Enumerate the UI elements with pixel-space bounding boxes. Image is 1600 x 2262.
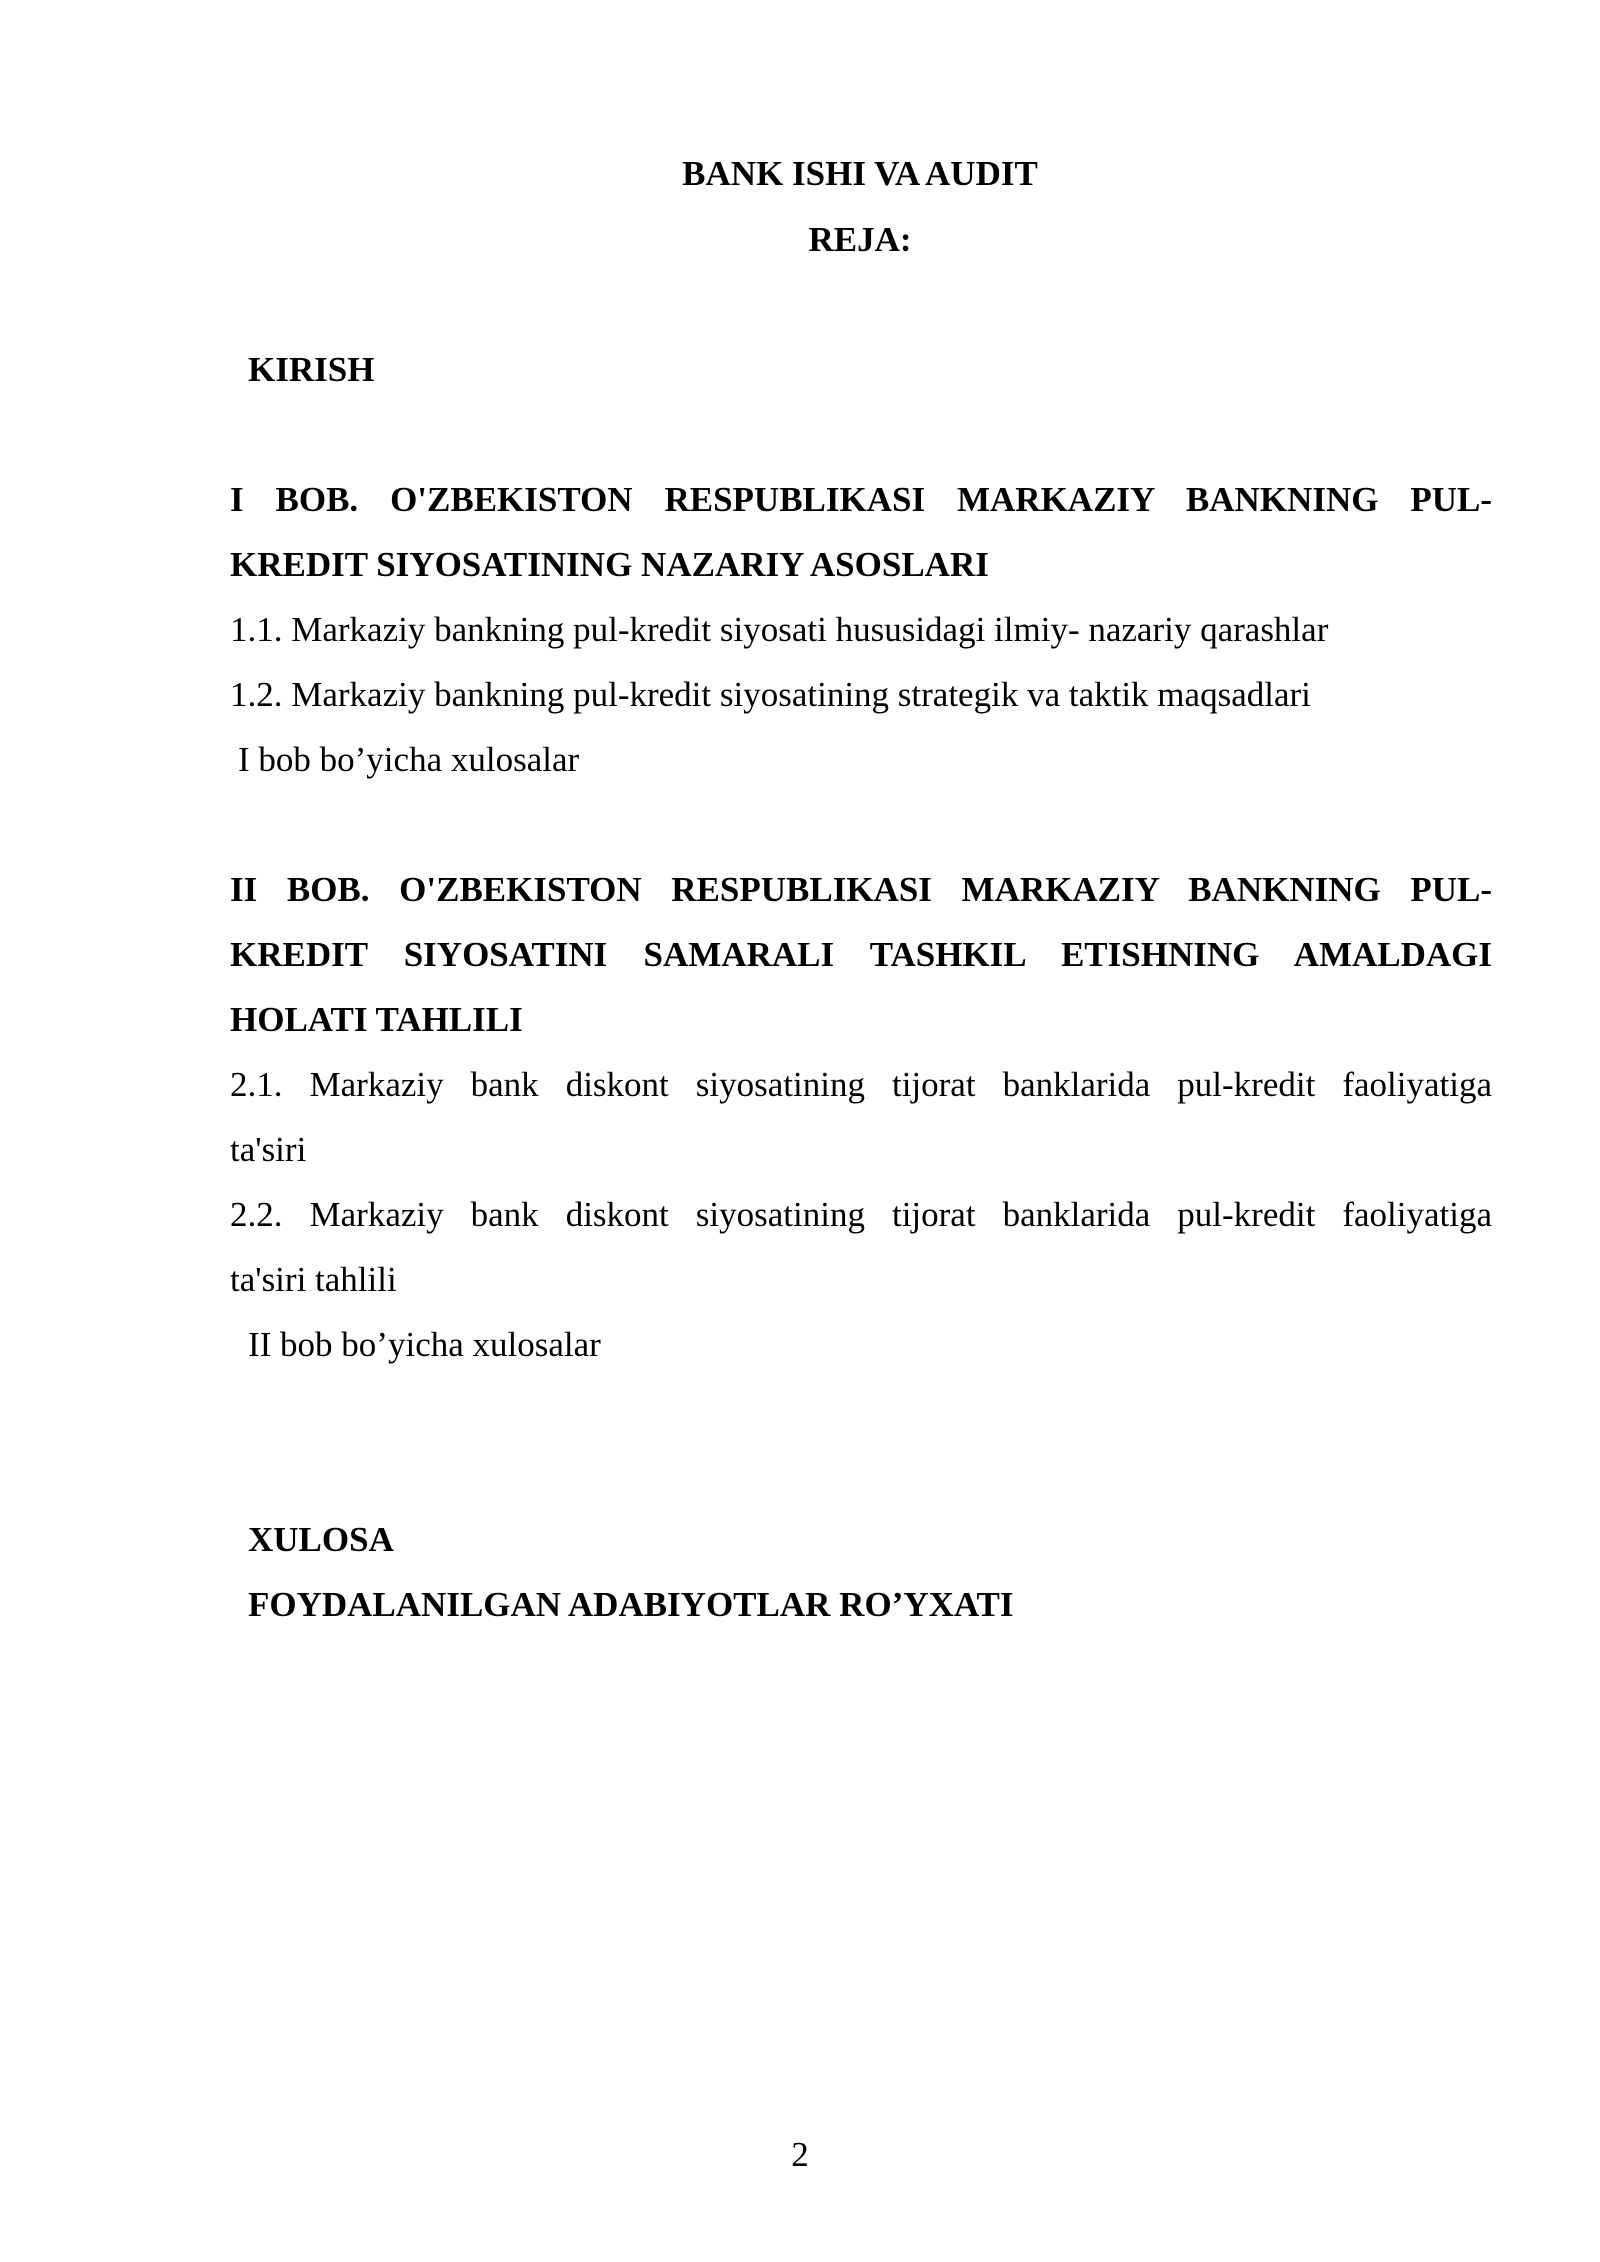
- chapter1-heading-line1: I BOB. O'ZBEKISTON RESPUBLIKASI MARKAZIY BANKNING PUL-: [230, 480, 1492, 519]
- chapter2-item-1-line1: 2.1. Markaziy bank diskont siyosatining tijorat banklarida pul-kredit faoliyatiga: [230, 1065, 1492, 1104]
- chapter2-item-2-line2: ta'siri tahlili: [230, 1260, 397, 1299]
- chapter1-item-1: 1.1. Markaziy bankning pul-kredit siyosati hususidagi ilmiy- nazariy qarashlar: [230, 610, 1329, 649]
- chapter1-summary: I bob bo’yicha xulosalar: [238, 740, 580, 779]
- chapter2-summary: II bob bo’yicha xulosalar: [248, 1325, 601, 1364]
- document-title: BANK ISHI VA AUDIT: [682, 154, 1038, 193]
- chapter2-heading-line1: II BOB. O'ZBEKISTON RESPUBLIKASI MARKAZIY BANKNING PUL-: [230, 870, 1492, 909]
- chapter2-item-2-line1: 2.2. Markaziy bank diskont siyosatining tijorat banklarida pul-kredit faoliyatiga: [230, 1195, 1492, 1234]
- page-number: 2: [791, 2135, 809, 2174]
- chapter1-heading-line2: KREDIT SIYOSATINING NAZARIY ASOSLARI: [230, 545, 989, 584]
- chapter2-heading-line2: KREDIT SIYOSATINI SAMARALI TASHKIL ETISHNING AMALDAGI: [230, 935, 1492, 974]
- chapter2-item-1-line2: ta'siri: [230, 1130, 307, 1169]
- plan-heading: REJA:: [808, 220, 912, 259]
- intro-heading: KIRISH: [248, 350, 375, 389]
- chapter2-heading-line3: HOLATI TAHLILI: [230, 1000, 523, 1039]
- chapter1-item-2: 1.2. Markaziy bankning pul-kredit siyosatining strategik va taktik maqsadlari: [230, 675, 1311, 714]
- references-heading: FOYDALANILGAN ADABIYOTLAR RO’YXATI: [248, 1585, 1014, 1624]
- conclusion-heading: XULOSA: [248, 1520, 394, 1559]
